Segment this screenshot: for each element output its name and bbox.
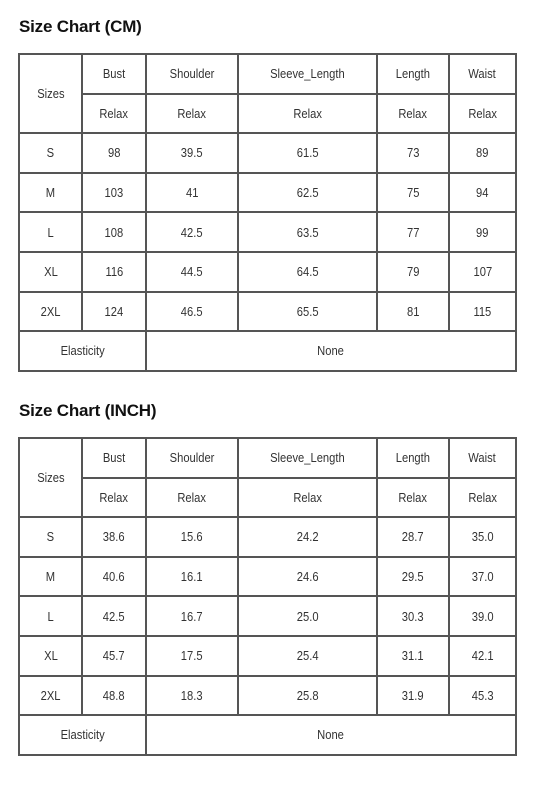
size-cell: S: [19, 517, 82, 557]
table-row: [19, 252, 516, 292]
subheader-cell: Relax: [146, 478, 238, 518]
value-cell: 31.9: [377, 676, 449, 716]
value-cell: 40.6: [82, 557, 146, 597]
elasticity-value: None: [146, 331, 516, 371]
value-cell: 25.8: [238, 676, 377, 716]
sizes-header-cell: Sizes: [19, 54, 82, 133]
column-header-length: Length: [377, 438, 449, 478]
value-cell: 39.5: [146, 133, 238, 173]
value-cell: 124: [82, 292, 146, 332]
column-header-shoulder: Shoulder: [146, 54, 238, 94]
value-cell: 73: [377, 133, 449, 173]
value-cell: 89: [449, 133, 516, 173]
subheader-cell: Relax: [82, 94, 146, 134]
value-cell: 37.0: [449, 557, 516, 597]
elasticity-row: [19, 331, 516, 371]
table-subheader-row: [19, 478, 516, 518]
column-header-waist: Waist: [449, 54, 516, 94]
value-cell: 99: [449, 212, 516, 252]
size-chart-inch-table: [18, 437, 517, 756]
value-cell: 31.1: [377, 636, 449, 676]
column-header-waist: Waist: [449, 438, 516, 478]
table-row: [19, 212, 516, 252]
size-cell: L: [19, 212, 82, 252]
value-cell: 116: [82, 252, 146, 292]
table-row: [19, 173, 516, 213]
size-cell: S: [19, 133, 82, 173]
table-row: [19, 133, 516, 173]
table-subheader-row: [19, 94, 516, 134]
value-cell: 79: [377, 252, 449, 292]
value-cell: 98: [82, 133, 146, 173]
value-cell: 35.0: [449, 517, 516, 557]
value-cell: 25.4: [238, 636, 377, 676]
value-cell: 30.3: [377, 596, 449, 636]
value-cell: 94: [449, 173, 516, 213]
column-header-shoulder: Shoulder: [146, 438, 238, 478]
value-cell: 42.5: [82, 596, 146, 636]
subheader-cell: Relax: [82, 478, 146, 518]
value-cell: 81: [377, 292, 449, 332]
value-cell: 61.5: [238, 133, 377, 173]
subheader-cell: Relax: [377, 94, 449, 134]
value-cell: 25.0: [238, 596, 377, 636]
value-cell: 16.1: [146, 557, 238, 597]
value-cell: 42.1: [449, 636, 516, 676]
column-header-bust: Bust: [82, 54, 146, 94]
size-chart-inch-title: Size Chart (INCH): [19, 401, 157, 420]
table-row: [19, 636, 516, 676]
elasticity-value: None: [146, 715, 516, 755]
column-header-sleeve-length: Sleeve_Length: [238, 438, 377, 478]
size-cell: XL: [19, 252, 82, 292]
value-cell: 108: [82, 212, 146, 252]
subheader-cell: Relax: [238, 94, 377, 134]
size-cell: L: [19, 596, 82, 636]
value-cell: 46.5: [146, 292, 238, 332]
value-cell: 45.3: [449, 676, 516, 716]
value-cell: 45.7: [82, 636, 146, 676]
elasticity-label: Elasticity: [19, 331, 146, 371]
value-cell: 16.7: [146, 596, 238, 636]
value-cell: 65.5: [238, 292, 377, 332]
size-cell: 2XL: [19, 676, 82, 716]
table-header-row: [19, 438, 516, 478]
size-chart-cm-title: Size Chart (CM): [19, 17, 142, 36]
value-cell: 103: [82, 173, 146, 213]
value-cell: 77: [377, 212, 449, 252]
value-cell: 24.2: [238, 517, 377, 557]
size-cell: XL: [19, 636, 82, 676]
table-header-row: [19, 54, 516, 94]
subheader-cell: Relax: [377, 478, 449, 518]
value-cell: 24.6: [238, 557, 377, 597]
value-cell: 115: [449, 292, 516, 332]
value-cell: 62.5: [238, 173, 377, 213]
column-header-sleeve-length: Sleeve_Length: [238, 54, 377, 94]
table-row: [19, 517, 516, 557]
size-cell: M: [19, 557, 82, 597]
elasticity-row: [19, 715, 516, 755]
value-cell: 17.5: [146, 636, 238, 676]
value-cell: 107: [449, 252, 516, 292]
subheader-cell: Relax: [146, 94, 238, 134]
subheader-cell: Relax: [449, 94, 516, 134]
subheader-cell: Relax: [449, 478, 516, 518]
table-row: [19, 292, 516, 332]
value-cell: 39.0: [449, 596, 516, 636]
size-cell: 2XL: [19, 292, 82, 332]
size-chart-cm-table: [18, 53, 517, 372]
value-cell: 38.6: [82, 517, 146, 557]
column-header-bust: Bust: [82, 438, 146, 478]
value-cell: 29.5: [377, 557, 449, 597]
sizes-header-cell: Sizes: [19, 438, 82, 517]
table-row: [19, 676, 516, 716]
elasticity-label: Elasticity: [19, 715, 146, 755]
value-cell: 44.5: [146, 252, 238, 292]
value-cell: 75: [377, 173, 449, 213]
subheader-cell: Relax: [238, 478, 377, 518]
value-cell: 15.6: [146, 517, 238, 557]
value-cell: 63.5: [238, 212, 377, 252]
value-cell: 41: [146, 173, 238, 213]
column-header-length: Length: [377, 54, 449, 94]
value-cell: 64.5: [238, 252, 377, 292]
table-row: [19, 557, 516, 597]
value-cell: 28.7: [377, 517, 449, 557]
value-cell: 48.8: [82, 676, 146, 716]
value-cell: 18.3: [146, 676, 238, 716]
value-cell: 42.5: [146, 212, 238, 252]
table-row: [19, 596, 516, 636]
size-cell: M: [19, 173, 82, 213]
